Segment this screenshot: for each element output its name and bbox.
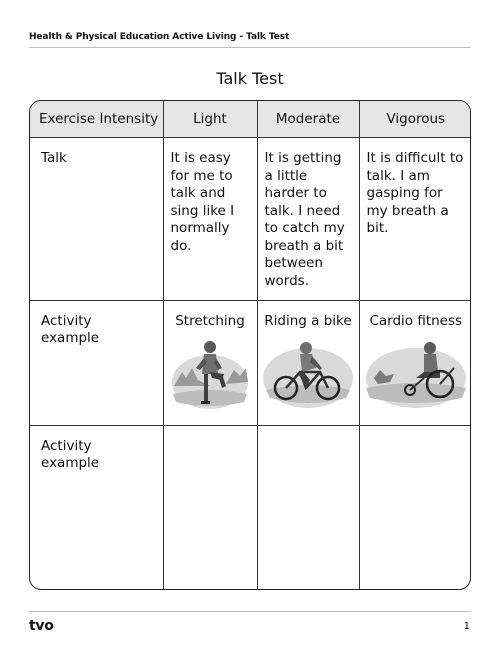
talk-row <box>30 138 471 301</box>
stretching-person-icon <box>170 338 250 410</box>
page-number: 1 <box>463 621 470 632</box>
col-header-light: Light <box>163 101 257 138</box>
talk-cell-moderate: It is getting a little harder to talk. I need to catch my breath a bit between words. <box>257 138 359 301</box>
footer-divider <box>29 611 471 612</box>
activity-label-cardio: Cardio fitness <box>369 313 463 329</box>
activity-cell-light <box>163 301 257 426</box>
table-header-row <box>30 101 471 138</box>
activity-row <box>30 301 471 426</box>
talk-cell-light: It is easy for me to talk and sing like I normally do. <box>163 138 257 301</box>
activity-cell-moderate <box>257 301 359 426</box>
empty-cell-moderate <box>257 426 359 590</box>
col-header-moderate: Moderate <box>257 101 359 138</box>
tvo-logo: tvo <box>29 618 54 634</box>
col-header-intensity: Exercise Intensity <box>30 101 163 138</box>
empty-activity-row <box>30 426 471 590</box>
header-divider <box>29 47 471 48</box>
row-label-talk: Talk <box>30 138 163 301</box>
activity-label-stretching: Stretching <box>175 313 245 329</box>
row-label-activity-2: Activity example <box>30 426 163 590</box>
col-header-vigorous: Vigorous <box>359 101 471 138</box>
page-header: Health & Physical Education Active Living - Talk Test <box>29 32 290 42</box>
row-label-activity: Activity example <box>30 301 163 426</box>
talk-test-table <box>29 100 471 590</box>
empty-cell-light <box>163 426 257 590</box>
activity-label-riding: Riding a bike <box>264 313 352 329</box>
talk-cell-vigorous: It is difficult to talk. I am gasping for my breath a bit. <box>359 138 471 301</box>
wheelchair-racer-icon <box>364 338 468 410</box>
activity-cell-vigorous <box>359 301 471 426</box>
empty-cell-vigorous <box>359 426 471 590</box>
page-title: Talk Test <box>216 69 284 88</box>
cyclist-icon <box>260 338 356 410</box>
